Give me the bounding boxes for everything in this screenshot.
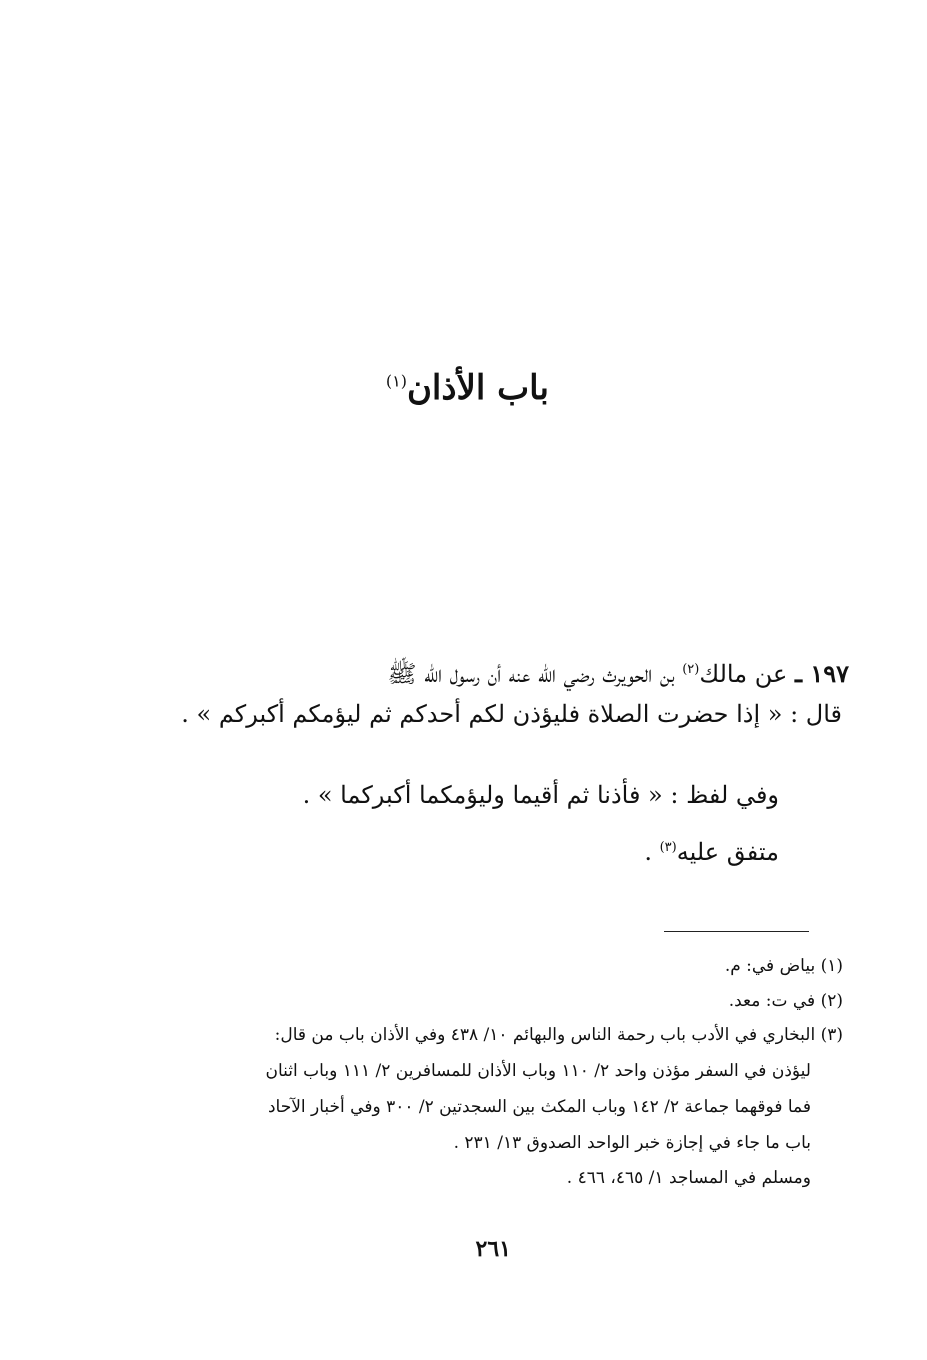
narrator-footnote-ref: (٢) xyxy=(682,662,700,677)
chapter-footnote-ref: (١) xyxy=(385,371,407,391)
footnote-1: (١) بياض في: م. xyxy=(724,956,843,976)
footnote-3-line-4: باب ما جاء في إجازة خبر الواحد الصدوق ١٣/ ٢٣١ . xyxy=(453,1133,811,1153)
hadith-agreed xyxy=(644,838,779,866)
footnote-2: (٢) في ت: معد. xyxy=(728,991,843,1011)
hadith-line-2: قال : « إذا حضرت الصلاة فليؤذن لكم أحدكم ثم ليؤمكم أكبركم » . xyxy=(181,700,842,728)
footnote-3-line-5: ومسلم في المساجد ١/ ٤٦٥، ٤٦٦ . xyxy=(566,1168,811,1188)
hadith-variant: وفي لفظ : « فأذنا ثم أقيما وليؤمكما أكبركما » . xyxy=(302,781,779,809)
agreed-footnote-ref: (٣) xyxy=(659,840,677,855)
agreed-end: . xyxy=(644,838,660,866)
footnote-3-line-2: ليؤذن في السفر مؤذن واحد ٢/ ١١٠ وباب الأذان للمسافرين ٢/ ١١١ وباب اثنان xyxy=(265,1061,811,1081)
agreed-text: متفق عليه xyxy=(676,838,779,866)
hadith-line-1 xyxy=(387,659,849,694)
page-number: ٢٦١ xyxy=(475,1236,511,1262)
footnote-3-line-1: (٣) البخاري في الأدب باب رحمة الناس والبهائم ١٠/ ٤٣٨ وفي الأذان باب من قال: xyxy=(274,1025,843,1045)
footnote-separator xyxy=(664,931,809,932)
hadith-number: ١٩٧ ـ xyxy=(794,659,849,688)
chapter-title-text: باب الأذان xyxy=(406,368,549,408)
hadith-narrator: عن مالك xyxy=(699,660,788,688)
footnote-3-line-3: فما فوقهما جماعة ٢/ ١٤٢ وباب المكث بين السجدتين ٢/ ٣٠٠ وفي أخبار الآحاد xyxy=(267,1097,811,1117)
hadith-line-1-rest: بن الحويرث رضي الله عنه أن رسول الله ﷺ xyxy=(387,660,675,688)
chapter-title xyxy=(386,368,549,408)
